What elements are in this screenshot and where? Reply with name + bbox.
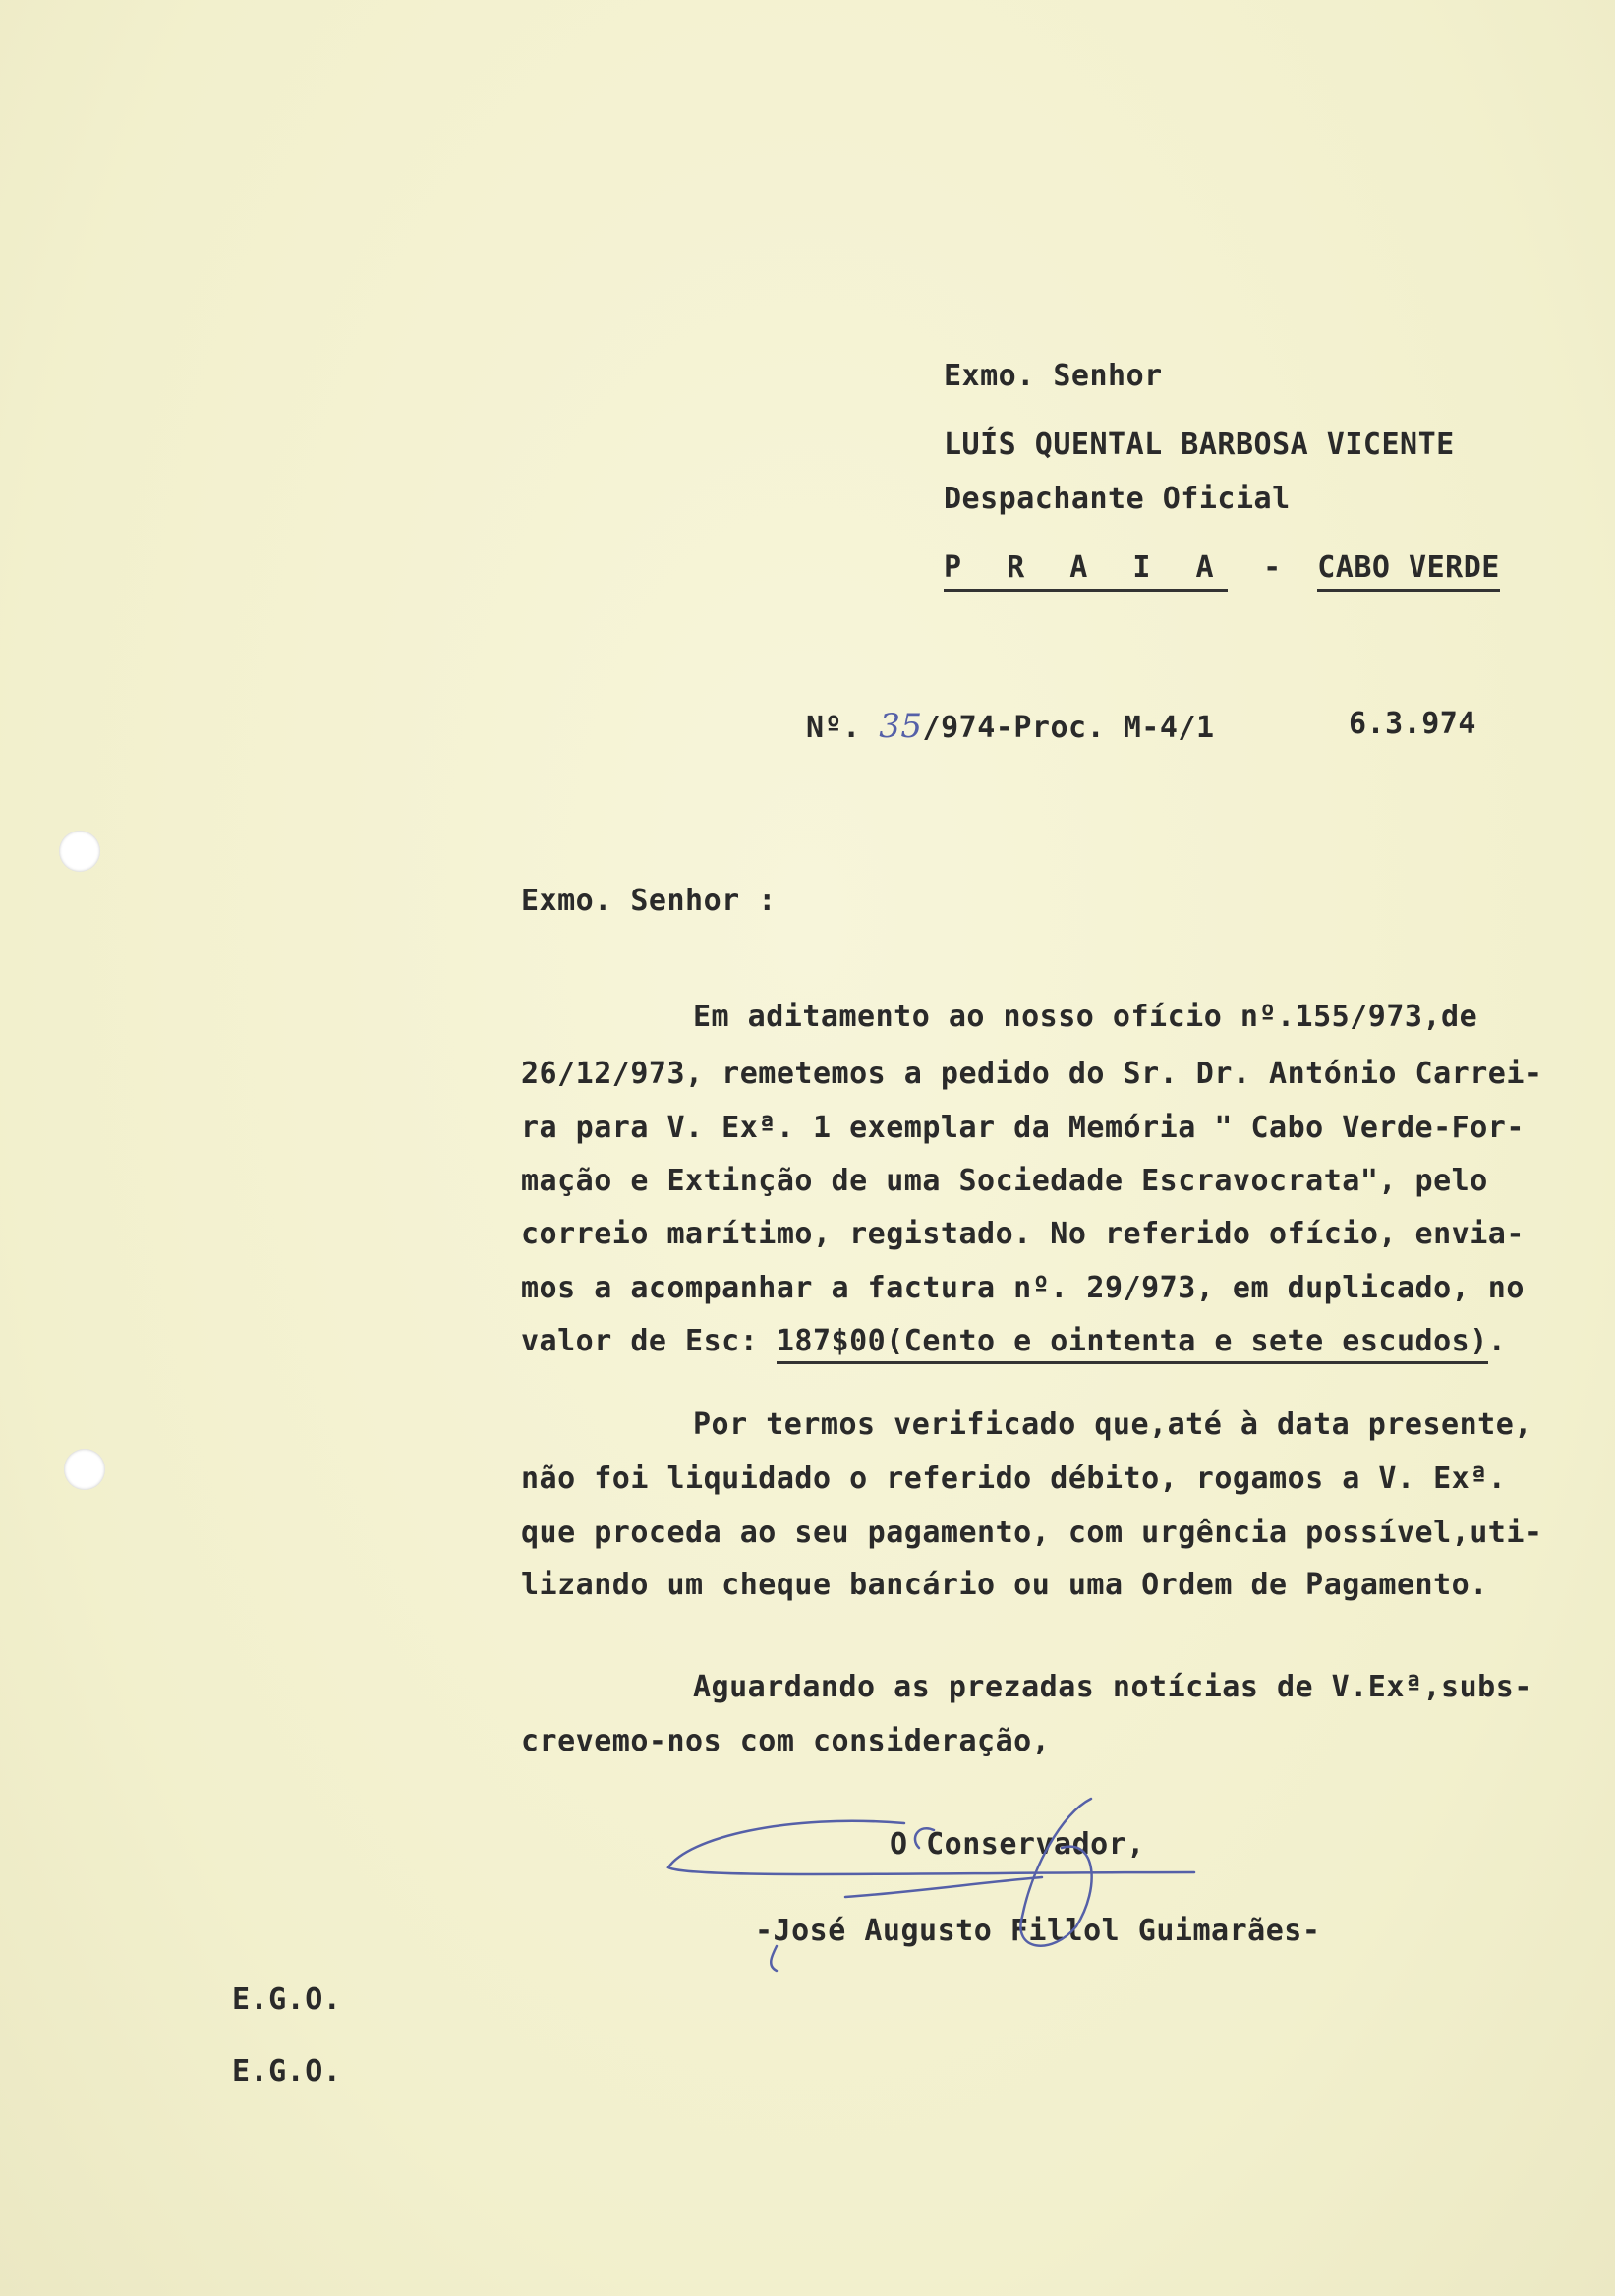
para1-last-prefix: valor de Esc: [521, 1324, 777, 1358]
reference-line [806, 707, 1215, 746]
amount-value: 187$00(Cento e ointenta e sete escudos) [777, 1324, 1488, 1364]
para1-line: correio marítimo, registado. No referido ofício, envia- [521, 1217, 1525, 1251]
signature-title: O Conservador, [890, 1827, 1145, 1862]
initials-line: E.G.O. [232, 1982, 342, 2017]
reference-date: 6.3.974 [1349, 707, 1476, 741]
reference-number: 35 [879, 707, 923, 746]
para1-line: 26/12/973, remetemos a pedido do Sr. Dr. António Carrei- [521, 1057, 1543, 1091]
para1-last-suffix: . [1487, 1324, 1507, 1358]
address-role: Despachante Oficial [944, 482, 1291, 516]
signature-stroke-cross [845, 1877, 1042, 1897]
signature-stroke-tail [771, 1946, 777, 1971]
para2-line: lizando um cheque bancário ou uma Ordem de Pagamento. [521, 1568, 1488, 1602]
address-country: CABO VERDE [1317, 550, 1500, 592]
punch-hole-bottom [64, 1449, 105, 1490]
reference-suffix: /974-Proc. M-4/1 [922, 711, 1215, 745]
para2-line: Por termos verificado que,até à data presente, [693, 1407, 1532, 1442]
para1-line: mação e Extinção de uma Sociedade Escravocrata", pelo [521, 1164, 1488, 1198]
para1-line: mos a acompanhar a factura nº. 29/973, em duplicado, no [521, 1271, 1525, 1305]
initials-line: E.G.O. [232, 2054, 342, 2089]
reference-prefix: Nº. [806, 711, 861, 745]
address-city: P R A I A [944, 550, 1228, 592]
punch-hole-top [59, 831, 100, 872]
para1-last-line [521, 1324, 1507, 1358]
signature-name: -José Augusto Fillol Guimarães- [755, 1914, 1321, 1948]
greeting: Exmo. Senhor : [521, 884, 777, 918]
address-dash: - [1263, 550, 1282, 585]
para1-line: Em aditamento ao nosso ofício nº.155/973,de [693, 1000, 1478, 1034]
para3-line: crevemo-nos com consideração, [521, 1724, 1051, 1758]
para3-line: Aguardando as prezadas notícias de V.Exª,subs- [693, 1670, 1532, 1704]
para1-line: ra para V. Exª. 1 exemplar da Memória " Cabo Verde-For- [521, 1111, 1525, 1145]
address-city-line [944, 550, 1500, 585]
para2-line: não foi liquidado o referido débito, rogamos a V. Exª. [521, 1462, 1507, 1496]
para2-line: que proceda ao seu pagamento, com urgência possível,uti- [521, 1516, 1543, 1550]
address-name: LUÍS QUENTAL BARBOSA VICENTE [944, 428, 1455, 462]
address-salutation: Exmo. Senhor [944, 359, 1163, 393]
